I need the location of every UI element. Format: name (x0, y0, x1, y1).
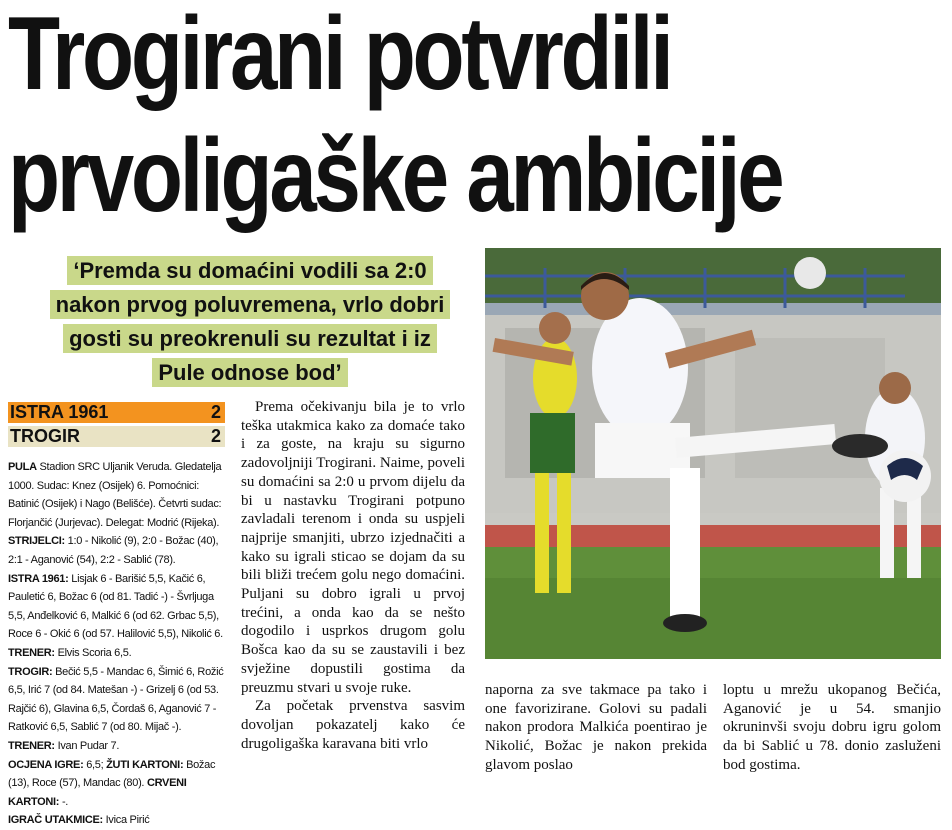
trogir-coach-label: TRENER: (8, 739, 55, 752)
rating-value: 6,5; (86, 758, 104, 771)
red-cards: -. (61, 795, 69, 808)
scoreboard-away (8, 426, 225, 447)
scoreboard-home (8, 402, 225, 423)
pull-quote (40, 254, 460, 390)
rating-label: OCJENA IGRE: (8, 758, 84, 771)
rating-cards (8, 756, 230, 812)
home-team-name: ISTRA 1961 (10, 402, 109, 422)
motm-name: Ivica Pirić (105, 814, 150, 827)
headline-line-2: prvoligaške ambicije (8, 118, 782, 234)
article-column-3: loptu u mrežu ukopanog Bečića, Aganović je u 54. smanjio okruninvši svoju dobru igru golom da bi Sablić u 78. donio zasluženi bod gostima. (723, 682, 941, 773)
article-column-1 (241, 398, 465, 753)
man-of-match (8, 811, 230, 830)
yellow-cards-label: ŽUTI KARTONI: (106, 758, 184, 771)
away-team-score: 2 (210, 426, 221, 446)
trogir-lineup (8, 663, 230, 756)
istra-coach-label: TRENER: (8, 646, 55, 659)
venue-info (8, 458, 230, 532)
red-cards-label: CRVENI KARTONI: (8, 777, 187, 808)
trogir-label: TROGIR: (8, 665, 53, 678)
istra-lineup (8, 570, 230, 663)
headline-line-1: Trogirani potvrdili (8, 0, 671, 112)
trogir-coach: Ivan Pudar 7. (57, 739, 120, 752)
trogir-text: Bečić 5,5 - Mandac 6, Šimić 6, Rožić 6,5, Irić 7 (od 84. Matešan -) - Grizelj 6 (od 53. Rajčić 6), Glavina 6,5, Čordaš 6, Aganović 7 - Ratković 6,5, Sablić 7 (od 80. Mijač -). (8, 665, 224, 734)
yellow-cards: Božac (13), Roce (57), Mandac (80). (8, 758, 216, 790)
article-paragraph-1: Prema očekivanju bila je to vrlo teška utakmica kako za domaće tako i za goste, na kraju su sigurno zadovoljniji Trogirani. Naime, poveli su domaćini sa 2:0 u prvom dijelu da bi u nastavku Trogirani potpuno zavladali terenom i onda su uspjeli najprije smanjiti, ubrzo izjednačiti a kako su igrali sticao se dojam da su bili bliži trećem golu nego domaćini. Puljani su dobro igrali u prvoj trećini, a onda kao da se nešto dogodilo i usprkos drugom golu Bošca kao da su se zaustavili i bez svježine dopustili gostima da preuzmu stvari u svoje ruke. (241, 399, 465, 696)
match-photo (485, 248, 941, 659)
motm-label: IGRAČ UTAKMICE: (8, 814, 103, 827)
venue-label: PULA (8, 461, 37, 473)
istra-label: ISTRA 1961: (8, 572, 69, 585)
home-team-score: 2 (210, 402, 221, 422)
scorers-label: STRIJELCI: (8, 535, 65, 548)
article-column-2: naporna za sve takmace pa tako i one favorizirane. Golovi su padali nakon prodora Malkića poentirao je Nikolić, Božac je nakon prekida glavom poslao (485, 682, 707, 773)
away-team-name: TROGIR (10, 426, 80, 446)
scorers-text: 1:0 - Nikolić (9), 2:0 - Božac (40), 2:1 - Aganović (54), 2:2 - Sablić (78). (8, 535, 219, 566)
scorers-info (8, 532, 230, 569)
article-paragraph-2: Za početak prvenstva sasvim dovoljan pokazatelj kako će drugoligaška karavana biti vrlo (241, 698, 465, 752)
match-info (8, 458, 230, 830)
istra-text: Lisjak 6 - Barišić 5,5, Kačić 6, Pauletić 6, Božac 6 (od 81. Tadić -) - Švrljuga 5,5, Anđelković 6, Malkić 6 (od 62. Grbac 5,5), Roce 6 - Okić 6 (od 57. Halilović 5,5), Nikolić 6. (8, 572, 223, 641)
venue-text: Stadion SRC Uljanik Veruda. Gledatelja 1000. Sudac: Knez (Osijek) 6. Pomoćnici: Batinić (Osijek) i Nago (Belišće). Četvrti sudac: Florjančić (Jurjevac). Delegat: Modrić (Rijeka). (8, 461, 222, 529)
istra-coach: Elvis Scoria 6,5. (57, 646, 132, 659)
pull-quote-text: ‘Premda su domaćini vodili sa 2:0 nakon prvog poluvremena, vrlo dobri gosti su preokrenuli su rezultat i iz Pule odnose bod’ (50, 256, 451, 387)
match-photo-illustration (485, 248, 941, 659)
